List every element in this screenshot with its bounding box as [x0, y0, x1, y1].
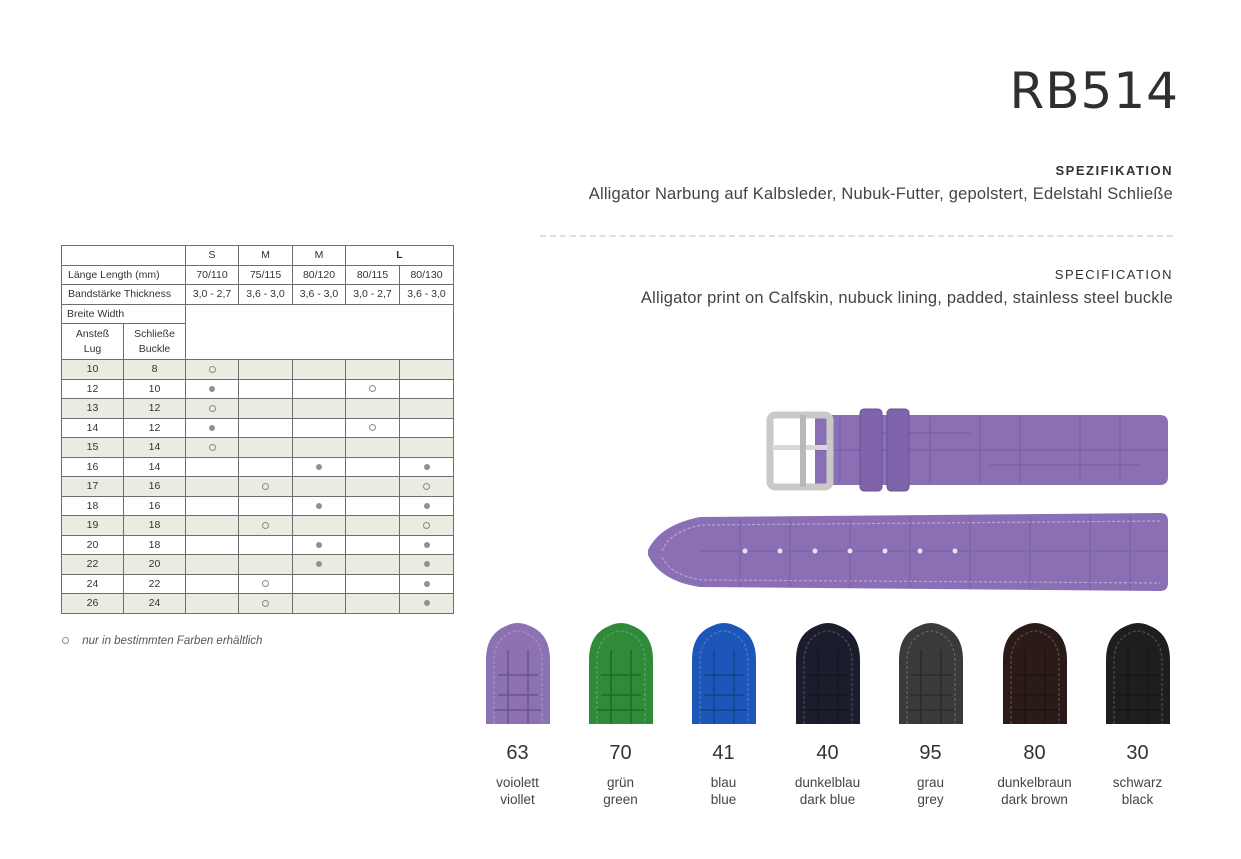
- buckle-width: 22: [124, 574, 186, 594]
- table-row: [62, 535, 454, 555]
- availability-cell: [400, 457, 454, 477]
- filled-dot: [316, 503, 322, 509]
- color-swatch: [983, 620, 1086, 808]
- buckle-header: [124, 324, 186, 360]
- color-name: [983, 774, 1086, 808]
- filled-dot: [424, 542, 430, 548]
- table-row: [62, 438, 454, 458]
- swatch-leather-tip: [897, 620, 965, 724]
- availability-cell: [346, 496, 400, 516]
- availability-cell: [239, 438, 293, 458]
- length-value: 80/120: [293, 265, 346, 285]
- color-name-de: grau: [916, 775, 945, 790]
- buckle-width: 18: [124, 516, 186, 536]
- strap-keeper-1: [860, 409, 882, 491]
- buckle-width: 8: [124, 360, 186, 380]
- availability-cell: [346, 555, 400, 575]
- lug-label-de: Ansteß: [75, 327, 110, 340]
- table-row: [62, 457, 454, 477]
- availability-cell: [186, 496, 239, 516]
- availability-cell: [239, 594, 293, 614]
- availability-cell: [293, 574, 346, 594]
- lug-width: 26: [62, 594, 124, 614]
- availability-cell: [239, 457, 293, 477]
- thickness-value: 3,6 - 3,0: [293, 285, 346, 305]
- length-value: 80/130: [400, 265, 454, 285]
- size-header: L: [346, 246, 454, 266]
- table-row: [62, 574, 454, 594]
- buckle-width: 18: [124, 535, 186, 555]
- availability-cell: [186, 360, 239, 380]
- tail-strap: [648, 513, 1168, 591]
- buckle-bar: [800, 415, 806, 487]
- strap-illustration: [640, 405, 1180, 605]
- length-value: 80/115: [346, 265, 400, 285]
- color-name-de: dunkelbraun: [997, 775, 1072, 790]
- strap-hole: [743, 549, 748, 554]
- width-label: Breite Width: [62, 304, 186, 324]
- size-row: [62, 246, 454, 266]
- availability-cell: [186, 594, 239, 614]
- table-row: [62, 418, 454, 438]
- color-code: 70: [609, 742, 632, 764]
- color-name-en: black: [1121, 792, 1154, 807]
- availability-cell: [293, 594, 346, 614]
- color-swatch: [466, 620, 569, 808]
- lug-header: [62, 324, 124, 360]
- open-dot: [209, 405, 216, 412]
- color-code: 30: [1126, 742, 1149, 764]
- thickness-value: 3,0 - 2,7: [186, 285, 239, 305]
- availability-cell: [186, 438, 239, 458]
- lug-width: 24: [62, 574, 124, 594]
- availability-cell: [346, 360, 400, 380]
- availability-cell: [400, 574, 454, 594]
- color-name-en: blue: [710, 792, 737, 807]
- availability-cell: [400, 496, 454, 516]
- strap-hole: [883, 549, 888, 554]
- swatch-leather-tip: [1001, 620, 1069, 724]
- open-dot: [209, 444, 216, 451]
- lug-width: 13: [62, 399, 124, 419]
- color-code: 41: [712, 742, 735, 764]
- availability-cell: [400, 516, 454, 536]
- buckle-width: 14: [124, 457, 186, 477]
- availability-cell: [186, 379, 239, 399]
- corner-cell: [62, 246, 186, 266]
- table-row: [62, 379, 454, 399]
- availability-cell: [293, 496, 346, 516]
- availability-cell: [293, 418, 346, 438]
- buckle-width: 20: [124, 555, 186, 575]
- swatch-leather-tip: [794, 620, 862, 724]
- strap-hole: [778, 549, 783, 554]
- color-name-de: grün: [606, 775, 635, 790]
- length-row: [62, 265, 454, 285]
- lug-width: 12: [62, 379, 124, 399]
- table-row: [62, 516, 454, 536]
- availability-cell: [186, 574, 239, 594]
- availability-cell: [293, 438, 346, 458]
- availability-cell: [239, 360, 293, 380]
- filled-dot: [209, 425, 215, 431]
- availability-cell: [186, 418, 239, 438]
- open-dot: [209, 366, 216, 373]
- color-name-de: voiolett: [496, 775, 539, 790]
- color-name-en: grey: [917, 792, 944, 807]
- buckle-label-en: Buckle: [138, 342, 171, 355]
- length-value: 70/110: [186, 265, 239, 285]
- filled-dot: [424, 464, 430, 470]
- blank-cell: [186, 304, 454, 360]
- open-dot: [423, 483, 430, 490]
- availability-cell: [186, 516, 239, 536]
- color-name-de: schwarz: [1112, 775, 1163, 790]
- buckle-strap: [770, 409, 1168, 491]
- filled-dot: [424, 581, 430, 587]
- swatch-leather-tip: [1104, 620, 1172, 724]
- availability-cell: [293, 477, 346, 497]
- size-header: S: [186, 246, 239, 266]
- lug-width: 15: [62, 438, 124, 458]
- strap-hole: [813, 549, 818, 554]
- color-swatch: [1086, 620, 1189, 808]
- availability-cell: [400, 379, 454, 399]
- availability-cell: [400, 438, 454, 458]
- color-code: 40: [816, 742, 839, 764]
- filled-dot: [424, 503, 430, 509]
- color-code: 95: [919, 742, 942, 764]
- availability-cell: [346, 399, 400, 419]
- availability-cell: [346, 457, 400, 477]
- open-dot: [423, 522, 430, 529]
- color-name: [776, 774, 879, 808]
- spec-divider: [540, 235, 1173, 237]
- availability-cell: [346, 438, 400, 458]
- availability-cell: [239, 379, 293, 399]
- availability-cell: [293, 360, 346, 380]
- thickness-label: Bandstärke Thickness: [62, 285, 186, 305]
- buckle-label-de: Schließe: [134, 327, 175, 340]
- table-row: [62, 555, 454, 575]
- availability-cell: [346, 379, 400, 399]
- lug-width: 10: [62, 360, 124, 380]
- lug-label-en: Lug: [83, 342, 102, 355]
- color-name-en: dark brown: [1001, 792, 1068, 807]
- buckle-width: 10: [124, 379, 186, 399]
- swatch-leather-tip: [484, 620, 552, 724]
- width-row: [62, 304, 454, 324]
- availability-cell: [239, 399, 293, 419]
- thickness-value: 3,6 - 3,0: [239, 285, 293, 305]
- size-header: M: [239, 246, 293, 266]
- color-name-de: blau: [710, 775, 737, 790]
- availability-cell: [293, 399, 346, 419]
- open-dot: [369, 424, 376, 431]
- availability-cell: [400, 399, 454, 419]
- buckle-width: 12: [124, 399, 186, 419]
- buckle-width: 24: [124, 594, 186, 614]
- availability-cell: [400, 555, 454, 575]
- color-code: 63: [506, 742, 529, 764]
- open-dot: [262, 483, 269, 490]
- availability-cell: [186, 535, 239, 555]
- table-row: [62, 399, 454, 419]
- color-swatch: [672, 620, 775, 808]
- open-dot: [262, 600, 269, 607]
- color-name-en: viollet: [500, 792, 535, 807]
- filled-dot: [424, 600, 430, 606]
- size-header: M: [293, 246, 346, 266]
- color-swatch: [569, 620, 672, 808]
- availability-cell: [346, 418, 400, 438]
- color-name-en: dark blue: [799, 792, 856, 807]
- table-row: [62, 360, 454, 380]
- thickness-row: [62, 285, 454, 305]
- filled-dot: [424, 561, 430, 567]
- availability-cell: [239, 535, 293, 555]
- availability-cell: [346, 574, 400, 594]
- length-label: Länge Length (mm): [62, 265, 186, 285]
- availability-cell: [293, 516, 346, 536]
- availability-cell: [239, 418, 293, 438]
- lug-width: 17: [62, 477, 124, 497]
- availability-cell: [293, 457, 346, 477]
- thickness-value: 3,6 - 3,0: [400, 285, 454, 305]
- open-dot: [262, 580, 269, 587]
- color-name: [569, 774, 672, 808]
- color-name: [879, 774, 982, 808]
- lug-width: 19: [62, 516, 124, 536]
- availability-cell: [293, 555, 346, 575]
- filled-dot: [316, 561, 322, 567]
- strap-keeper-2: [887, 409, 909, 491]
- color-swatch: [776, 620, 879, 808]
- lug-width: 14: [62, 418, 124, 438]
- buckle-width: 14: [124, 438, 186, 458]
- availability-cell: [186, 555, 239, 575]
- table-row: [62, 496, 454, 516]
- open-dot-legend: [62, 637, 69, 644]
- availability-cell: [346, 535, 400, 555]
- lug-width: 18: [62, 496, 124, 516]
- color-name: [1086, 774, 1189, 808]
- spec-de-heading: SPEZIFIKATION: [1055, 163, 1173, 178]
- strap-hole: [953, 549, 958, 554]
- footnote-text: nur in bestimmten Farben erhältlich: [82, 635, 263, 647]
- availability-cell: [400, 360, 454, 380]
- availability-cell: [400, 418, 454, 438]
- color-name: [672, 774, 775, 808]
- model-title: RB514: [1009, 62, 1179, 120]
- strap-hole: [848, 549, 853, 554]
- open-dot: [262, 522, 269, 529]
- availability-cell: [239, 496, 293, 516]
- strap-hole: [918, 549, 923, 554]
- buckle-width: 16: [124, 477, 186, 497]
- color-code: 80: [1023, 742, 1046, 764]
- table-row: [62, 477, 454, 497]
- lug-width: 20: [62, 535, 124, 555]
- color-swatch: [879, 620, 982, 808]
- availability-cell: [239, 574, 293, 594]
- lug-width: 16: [62, 457, 124, 477]
- availability-cell: [400, 477, 454, 497]
- table-row: [62, 594, 454, 614]
- color-name: [466, 774, 569, 808]
- length-value: 75/115: [239, 265, 293, 285]
- buckle-tongue: [772, 445, 827, 450]
- size-table: [61, 245, 454, 614]
- swatch-leather-tip: [587, 620, 655, 724]
- filled-dot: [209, 386, 215, 392]
- availability-cell: [293, 379, 346, 399]
- availability-cell: [239, 516, 293, 536]
- availability-cell: [186, 457, 239, 477]
- spec-de-text: Alligator Narbung auf Kalbsleder, Nubuk-Futter, gepolstert, Edelstahl Schließe: [588, 185, 1173, 203]
- footnote: [62, 635, 262, 647]
- thickness-value: 3,0 - 2,7: [346, 285, 400, 305]
- color-name-en: green: [603, 792, 638, 807]
- availability-cell: [400, 594, 454, 614]
- availability-cell: [186, 399, 239, 419]
- buckle-width: 16: [124, 496, 186, 516]
- open-dot: [369, 385, 376, 392]
- spec-en-heading: SPECIFICATION: [1054, 267, 1173, 282]
- availability-cell: [186, 477, 239, 497]
- spec-en-text: Alligator print on Calfskin, nubuck lining, padded, stainless steel buckle: [640, 289, 1173, 307]
- availability-cell: [239, 477, 293, 497]
- availability-cell: [346, 516, 400, 536]
- availability-cell: [400, 535, 454, 555]
- color-name-de: dunkelblau: [794, 775, 861, 790]
- filled-dot: [316, 542, 322, 548]
- filled-dot: [316, 464, 322, 470]
- buckle-width: 12: [124, 418, 186, 438]
- availability-cell: [293, 535, 346, 555]
- swatch-leather-tip: [690, 620, 758, 724]
- availability-cell: [239, 555, 293, 575]
- availability-cell: [346, 477, 400, 497]
- availability-cell: [346, 594, 400, 614]
- lug-width: 22: [62, 555, 124, 575]
